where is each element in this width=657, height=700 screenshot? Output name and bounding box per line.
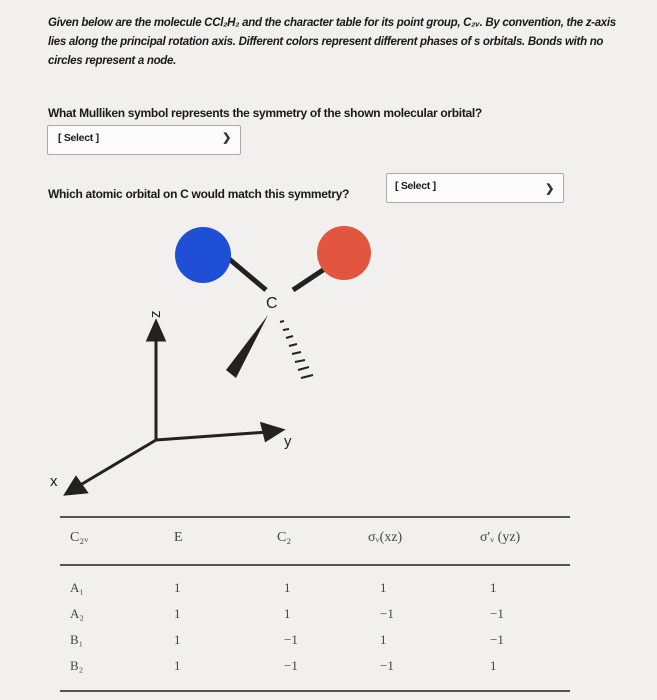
z-axis-label: z (147, 310, 164, 318)
table-row-label: A₁ (70, 580, 84, 595)
y-axis-label: y (284, 433, 292, 450)
table-cell: −1 (490, 606, 504, 621)
table-cell: 1 (284, 580, 291, 595)
table-cell: 1 (174, 632, 181, 647)
table-header: C₂ (277, 530, 292, 545)
hashed-bond (280, 321, 313, 378)
table-cell: −1 (380, 658, 394, 673)
chevron-down-icon: ❯ (222, 132, 231, 144)
table-header-rule (60, 564, 570, 566)
select-value: [ Select ] (58, 132, 99, 144)
table-header: C₂ᵥ (70, 530, 89, 545)
blue-s-orbital (175, 227, 231, 283)
x-axis-arrow (66, 478, 86, 494)
table-cell: 1 (490, 658, 497, 673)
table-cell: 1 (174, 606, 181, 621)
table-top-rule (60, 516, 570, 518)
select-value: [ Select ] (395, 180, 436, 192)
chevron-down-icon: ❯ (545, 183, 554, 195)
table-cell: −1 (284, 632, 298, 647)
table-cell: −1 (284, 658, 298, 673)
y-axis (156, 432, 268, 440)
bond-left (228, 258, 266, 290)
table-header: σ'ᵥ (yz) (480, 530, 521, 545)
table-bottom-rule (60, 690, 570, 692)
table-cell: 1 (284, 606, 291, 621)
table-row-label: B₁ (70, 632, 84, 647)
table-cell: 1 (490, 580, 497, 595)
table-header: σᵥ(xz) (368, 530, 403, 545)
x-axis (82, 440, 156, 484)
character-table (60, 510, 570, 700)
red-s-orbital (317, 226, 371, 280)
question-2-label: Which atomic orbital on C would match this symmetry? (48, 187, 350, 201)
z-axis-arrow (148, 322, 164, 340)
question-1-label: What Mulliken symbol represents the symmetry of the shown molecular orbital? (48, 106, 482, 120)
table-row-label: A₂ (70, 606, 84, 621)
table-header: E (174, 530, 183, 545)
question-intro: Given below are the molecule CCl₂H₂ and the character table for its point group, C₂ᵥ. By convention, the z-axis lies along the principal rotation axis. Different colors represent different phases of s orbitals. Bonds with no circles represent a node. (48, 17, 616, 67)
table-cell: −1 (380, 606, 394, 621)
x-axis-label: x (50, 473, 58, 490)
carbon-label: C (266, 295, 278, 312)
table-cell: 1 (380, 580, 387, 595)
table-cell: 1 (174, 658, 181, 673)
table-cell: −1 (490, 632, 504, 647)
wedge-bond (226, 315, 268, 378)
table-row-label: B₂ (70, 658, 84, 673)
y-axis-arrow (262, 424, 282, 440)
table-cell: 1 (380, 632, 387, 647)
table-cell: 1 (174, 580, 181, 595)
